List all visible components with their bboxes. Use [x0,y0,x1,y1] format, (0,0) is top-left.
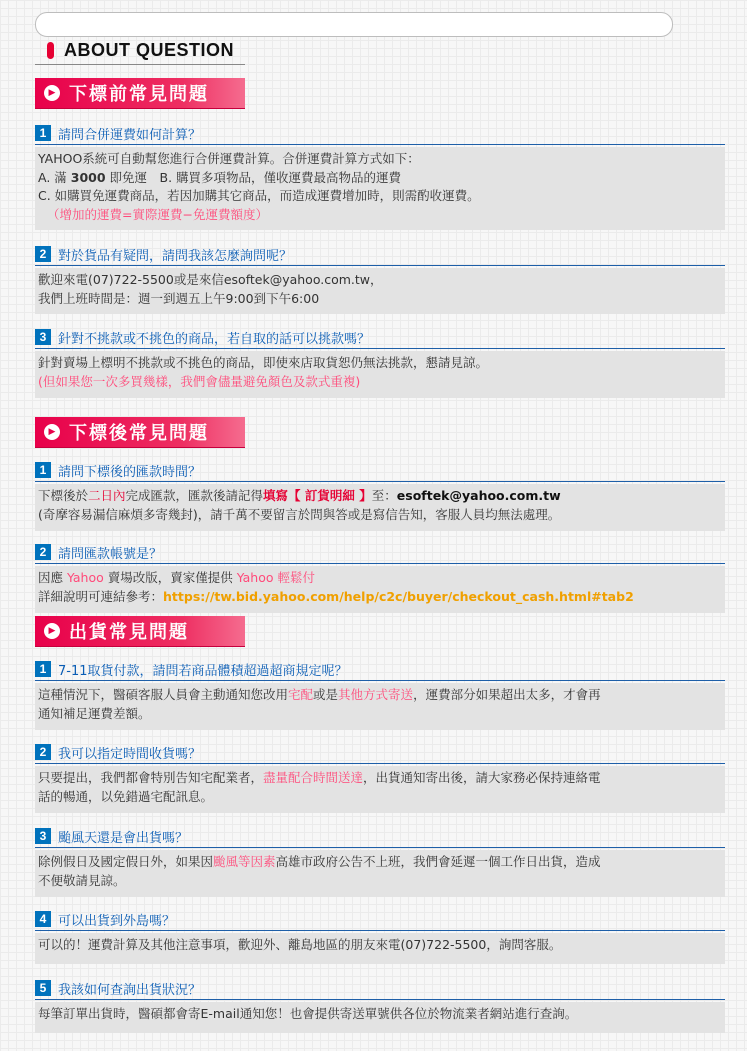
answer-line: 針對賣場上標明不挑款或不挑色的商品，即使來店取貨恕仍無法挑款，懇請見諒。 [38,355,489,370]
answer-line: 我們上班時間是：週一到週五上午9:00到下午6:00 [38,290,320,306]
answer-box [35,766,725,813]
question-number-badge: 2 [35,544,51,560]
question-divider [35,847,725,848]
question-title [35,909,175,929]
question-number-badge: 5 [35,980,51,996]
answer-note: （增加的運費=實際運費−免運費額度） [47,206,268,222]
play-icon: ▶ [44,424,60,440]
answer-line: 通知補足運費差額。 [38,705,151,721]
question-title [35,244,292,264]
play-icon: ▶ [44,85,60,101]
answer-box [35,566,725,613]
answer-line: C. 如購買免運費商品，若因加購其它商品，而造成運費增加時，則需酌收運費。 [38,188,480,203]
answer-line: 只要提出，我們都會特別告知宅配業者，盡量配合時間送達，出貨通知寄出後，請大家務必保持連絡電 [38,770,601,785]
answer-box [35,1002,725,1033]
question-title [35,826,188,846]
question-divider [35,144,725,145]
answer-box [35,683,725,730]
answer-line: 可以的！運費計算及其他注意事項，歡迎外、離島地區的朋友來電(07)722-5500，詢問客服。 [38,937,562,952]
play-icon: ▶ [44,623,60,639]
payment-help-link[interactable]: https://tw.bid.yahoo.com/help/c2c/buyer/checkout_cash.html#tab2 [163,588,634,604]
question-title [35,123,201,143]
answer-note: (但如果您一次多買幾樣，我們會儘量避免顏色及款式重複) [38,373,361,389]
section-title: 出貨常見問題 [69,622,189,643]
answer-line: 每筆訂單出貨時，醫碩都會寄E-mail通知您！也會提供寄送單號供各位於物流業者網站進行查詢。 [38,1006,578,1021]
question-text: 颱風天還是會出貨嗎？ [58,830,189,846]
question-text: 我該如何查詢出貨狀況？ [58,982,202,998]
question-divider [35,680,725,681]
answer-box [35,850,725,897]
answer-line: YAHOO系統可自動幫您進行合併運費計算。合併運費計算方式如下： [38,151,420,166]
section-title: 下標後常見問題 [69,423,209,444]
question-text: 我可以指定時間收貨嗎？ [58,746,202,762]
answer-box [35,484,725,531]
question-number-badge: 1 [35,462,51,478]
question-divider [35,763,725,764]
question-title [35,542,162,562]
question-text: 對於貨品有疑問，請問我該怎麼詢問呢？ [58,248,293,264]
question-text: 7-11取貨付款，請問若商品體積超過超商規定呢？ [58,663,348,679]
answer-line: 話的暢通，以免錯過宅配訊息。 [38,788,214,804]
about-question-header [35,37,250,63]
question-title [35,978,201,998]
answer-line: 歡迎來電(07)722-5500或是來信esoftek@yahoo.com.tw， [38,272,383,287]
answer-line: 不便敬請見諒。 [38,872,126,888]
question-number-badge: 4 [35,911,51,927]
question-divider [35,930,725,931]
answer-line: 下標後於二日內完成匯款，匯款後請記得填寫【 訂貨明細 】至：esoftek@yahoo.com.tw [38,488,561,503]
question-text: 請問合併運費如何計算？ [58,127,202,143]
answer-line: (奇摩容易漏信麻煩多寄幾封)，請千萬不要留言於問與答或是寫信告知，客服人員均無法處理。 [38,506,561,522]
answer-line: 詳細說明可連結參考：https://tw.bid.yahoo.com/help/c2c/buyer/checkout_cash.html#tab2 [38,588,634,604]
question-text: 針對不挑款或不挑色的商品，若自取的話可以挑款嗎？ [58,331,371,347]
page-title: ABOUT QUESTION [64,39,235,60]
question-number-badge: 2 [35,744,51,760]
header-frame [35,12,673,37]
question-divider [35,265,725,266]
question-text: 請問下標後的匯款時間？ [58,464,202,480]
question-number-badge: 1 [35,661,51,677]
question-divider [35,999,725,1000]
section-after-bid [35,417,245,447]
question-title [35,327,370,347]
header-marker-icon [47,42,54,59]
section-before-bid [35,78,245,108]
question-title [35,460,201,480]
answer-box [35,147,725,230]
question-divider [35,563,725,564]
question-text: 可以出貨到外島嗎？ [58,913,176,929]
answer-box [35,933,725,964]
question-number-badge: 3 [35,828,51,844]
answer-box [35,268,725,314]
section-shipping [35,616,245,646]
question-title [35,659,348,679]
answer-line: 除例假日及國定假日外，如果因颱風等因素高雄市政府公告不上班，我們會延遲一個工作日出貨，造成 [38,854,601,869]
answer-box [35,351,725,398]
header-underline [35,64,245,65]
section-title: 下標前常見問題 [69,84,209,105]
answer-line: A. 滿 3000 即免運 B. 購買多項物品，僅收運費最高物品的運費 [38,169,402,185]
question-number-badge: 1 [35,125,51,141]
answer-line: 這種情況下，醫碩客服人員會主動通知您改用宅配或是其他方式寄送，運費部分如果超出太多，才會再 [38,687,601,702]
question-title [35,742,201,762]
question-divider [35,481,725,482]
question-number-badge: 3 [35,329,51,345]
question-divider [35,348,725,349]
question-text: 請問匯款帳號是？ [58,546,163,562]
question-number-badge: 2 [35,246,51,262]
answer-line: 因應 Yahoo 賣場改版，賣家僅提供 Yahoo 輕鬆付 [38,570,315,585]
